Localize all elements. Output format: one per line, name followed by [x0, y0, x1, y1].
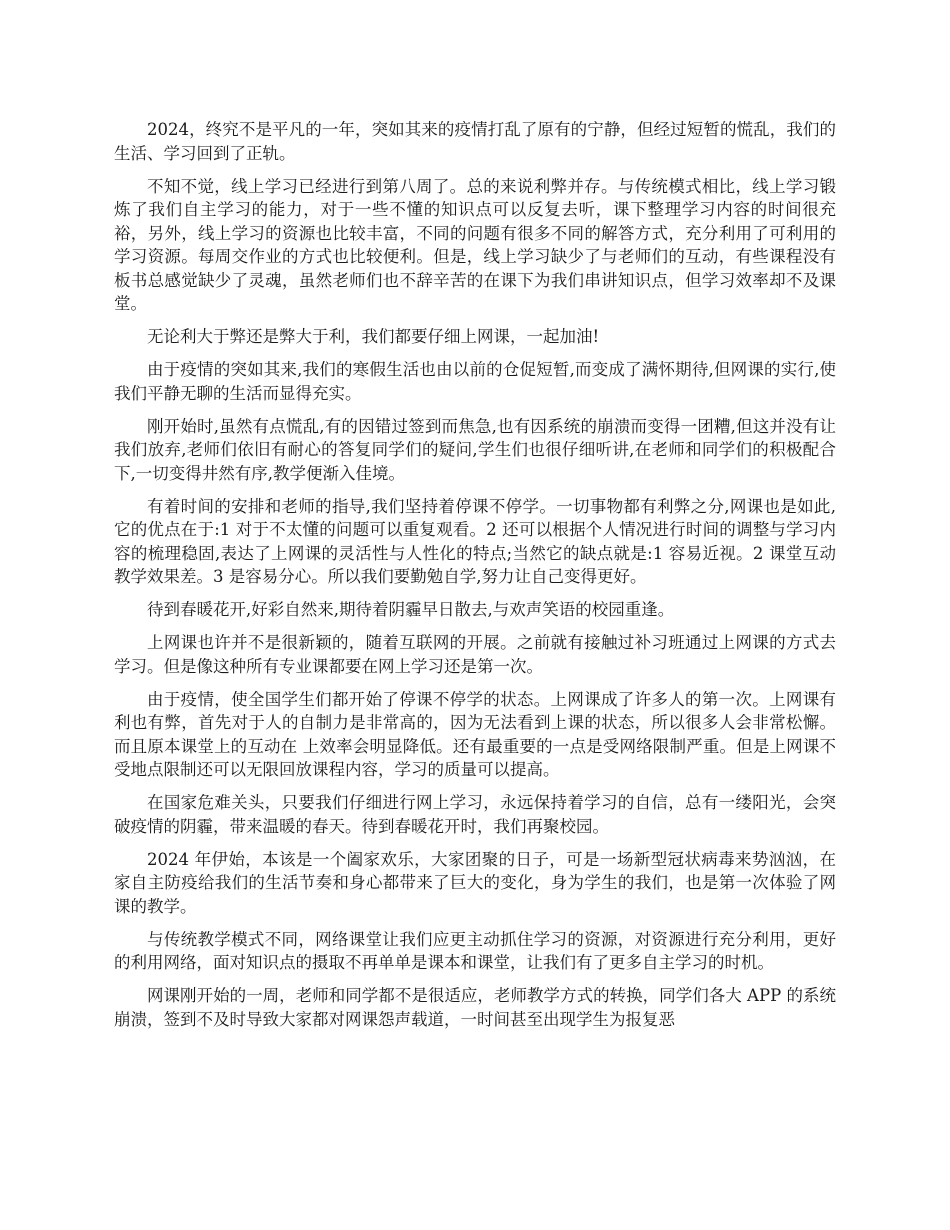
paragraph: 待到春暖花开,好彩自然来,期待着阴霾早日散去,与欢声笑语的校园重逢。: [147, 600, 675, 619]
paragraph: 网课刚开始的一周，老师和同学都不是很适应，老师教学方式的转换，同学们各大 APP 的系统崩溃，签到不及时导致大家都对网课怨声载道，一时间甚至出现学生为报复恶: [114, 986, 836, 1029]
paragraph: 无论利大于弊还是弊大于利，我们都要仔细上网课，一起加油!: [147, 327, 600, 346]
paragraph: 2024 年伊始，本该是一个阖家欢乐，大家团聚的日子，可是一场新型冠状病毒来势汹汹，在家自主防疫给我们的生活节奏和身心都带来了巨大的变化，身为学生的我们，也是第一次体验了网课的教学。: [114, 849, 836, 916]
paragraph: 不知不觉，线上学习已经进行到第八周了。总的来说利弊并存。与传统模式相比，线上学习锻炼了我们自主学习的能力，对于一些不懂的知识点可以反复去听，课下整理学习内容的时间很充裕，另外，线上学习的资源也比较丰富，不同的问题有很多不同的解答方式，充分利用了可利用的学习资源。每周交作业的方式也比较便利。但是，线上学习缺少了与老师们的互动，有些课程没有板书总感觉缺少了灵魂，虽然老师们也不辞辛苦的在课下为我们串讲知识点，但学习效率却不及课堂。: [114, 176, 836, 313]
document-body: [114, 118, 836, 1041]
paragraph: 由于疫情的突如其来,我们的寒假生活也由以前的仓促短暂,而变成了满怀期待,但网课的实行,使我们平静无聊的生活而显得充实。: [114, 360, 836, 403]
paragraph: 刚开始时,虽然有点慌乱,有的因错过签到而焦急,也有因系统的崩溃而变得一团糟,但这并没有让我们放弃,老师们依旧有耐心的答复同学们的疑问,学生们也很仔细听讲,在老师和同学们的积极配合下,一切变得井然有序,教学便渐入佳境。: [114, 416, 836, 483]
paragraph: 由于疫情，使全国学生们都开始了停课不停学的状态。上网课成了许多人的第一次。上网课有利也有弊，首先对于人的自制力是非常高的，因为无法看到上课的状态，所以很多人会非常松懈。而且原本课堂上的互动在 上效率会明显降低。还有最重要的一点是受网络限制严重。但是上网课不受地点限制还可以无限回放课程内容，学习的质量可以提高。: [114, 689, 836, 779]
paragraph: 在国家危难关头，只要我们仔细进行网上学习，永远保持着学习的自信，总有一缕阳光，会突破疫情的阴霾，带来温暖的春天。待到春暖花开时，我们再聚校园。: [114, 793, 836, 836]
paragraph: 上网课也许并不是很新颖的，随着互联网的开展。之前就有接触过补习班通过上网课的方式去学习。但是像这种所有专业课都要在网上学习还是第一次。: [114, 633, 836, 676]
paragraph: 与传统教学模式不同，网络课堂让我们应更主动抓住学习的资源，对资源进行充分利用，更好的利用网络，面对知识点的摄取不再单单是课本和课堂，让我们有了更多自主学习的时机。: [114, 929, 836, 972]
paragraph: 2024，终究不是平凡的一年，突如其来的疫情打乱了原有的宁静，但经过短暂的慌乱，我们的生活、学习回到了正轨。: [114, 120, 836, 163]
paragraph: 有着时间的安排和老师的指导,我们坚持着停课不停学。一切事物都有利弊之分,网课也是如此,它的优点在于:1 对于不太懂的问题可以重复观看。2 还可以根据个人情况进行时间的调整与学习内容的梳理稳固,表达了上网课的灵活性与人性化的特点;当然它的缺点就是:1 容易近视。2 课堂互动教学效果差。3 是容易分心。所以我们要勤勉自学,努力让自己变得更好。: [114, 496, 836, 586]
